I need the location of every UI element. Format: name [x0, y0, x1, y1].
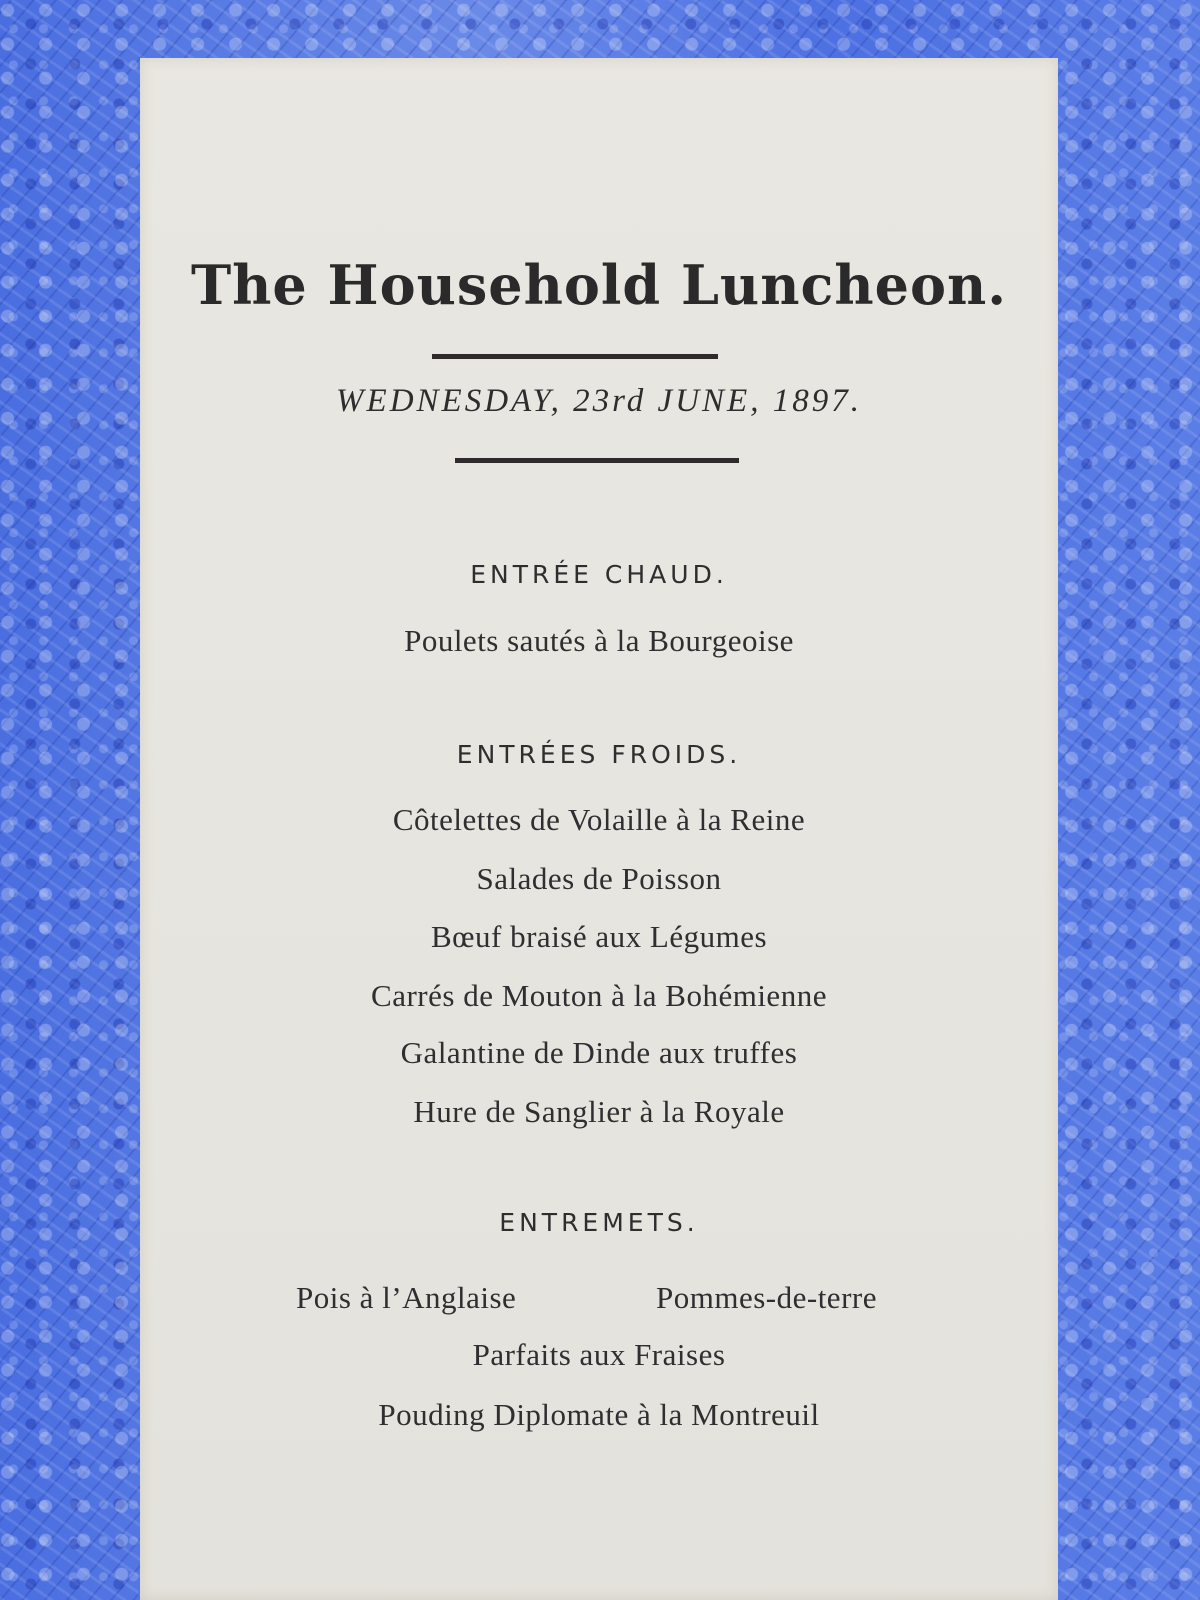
menu-item: Pommes-de-terre: [656, 1280, 877, 1315]
menu-item: Bœuf braisé aux Légumes: [430, 919, 768, 954]
menu-date: WEDNESDAY, 23rd JUNE, 1897.: [336, 383, 862, 419]
menu-item: Carrés de Mouton à la Bohémienne: [371, 978, 827, 1013]
section-heading-entree-chaud: ENTRÉE CHAUD.: [470, 560, 728, 589]
menu-item: Hure de Sanglier à la Royale: [413, 1094, 785, 1129]
menu-item: Côtelettes de Volaille à la Reine: [392, 802, 806, 837]
menu-item: Galantine de Dinde aux truffes: [400, 1035, 798, 1070]
menu-item: Parfaits aux Fraises: [472, 1337, 726, 1372]
bottom-divider: [455, 458, 739, 463]
menu-item: Pouding Diplomate à la Montreuil: [378, 1397, 820, 1432]
section-heading-entrees-froids: ENTRÉES FROIDS.: [456, 740, 742, 769]
section-heading-entremets: ENTREMETS.: [499, 1208, 699, 1237]
menu-item: Salades de Poisson: [476, 861, 722, 896]
top-divider: [432, 354, 718, 359]
menu-title: The Household Luncheon.: [190, 253, 1008, 317]
menu-item: Pois à l’Anglaise: [296, 1280, 517, 1315]
menu-item: Poulets sautés à la Bourgeoise: [404, 623, 794, 658]
menu-card: [140, 58, 1058, 1600]
